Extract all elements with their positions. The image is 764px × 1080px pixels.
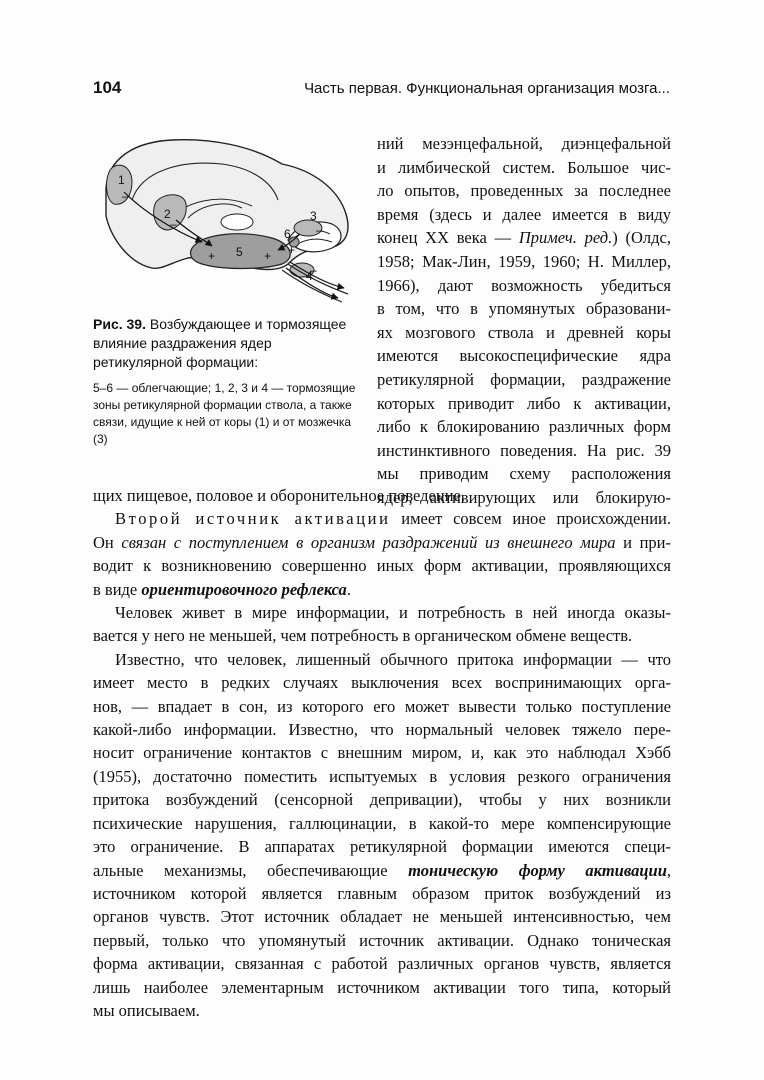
text-line: носит ограничение контактов с внешним миром, и, как это наблюдал Хэбб: [93, 743, 671, 763]
running-title: Часть первая. Функциональная организация мозга...: [304, 80, 670, 97]
text-line: либо к блокированию различных форм: [377, 417, 671, 437]
text-line: которых приводит либо к активации,: [377, 393, 671, 413]
text-line: источником которой является главным образом приток возбуждений из: [93, 883, 671, 903]
text-line: конец XX века — Примеч. ред.) (Олдс,: [377, 228, 672, 248]
sign-plus: +: [264, 249, 272, 263]
caption-label: Рис. 39.: [93, 316, 146, 332]
thalamus: [221, 214, 253, 230]
caption-title: [93, 315, 361, 372]
text-line: это ограничение. В аппаратах ретикулярной формации имеются специ-: [93, 837, 671, 857]
sign-minus: –: [170, 217, 177, 231]
text-line: ях мозгового ствола и древней коры: [377, 322, 671, 342]
label-2: 2: [164, 207, 171, 221]
text-line: имеются высокоспецифические ядра: [377, 346, 671, 366]
main-text: [93, 484, 671, 1022]
caption-notes: 5–6 — облегчающие; 1, 2, 3 и 4 — тормозящие зоны ретикулярной формации ствола, а также связи, идущие к ней от коры (1) и от мозжечка (3): [93, 381, 356, 446]
page-number: 104: [93, 78, 122, 97]
text-line: и лимбической систем. Большое чис-: [377, 157, 671, 177]
text-line: имеет место в редких случаях выключения всех воспринимающих орга-: [93, 673, 671, 693]
text-line: 1966), дают возможность убедиться: [377, 275, 671, 295]
text-line: мы описываем.: [93, 1000, 200, 1020]
text-line: органов чувств. Этот источник обладает не меньшей интенсивностью, чем: [93, 907, 671, 927]
text-line: Человек живет в мире информации, и потребность в ней иногда оказы-: [115, 603, 671, 623]
editor-note: Примеч. ред.: [518, 228, 613, 248]
text-line: мы приводим схему расположения: [377, 464, 671, 484]
sign-plus: +: [208, 249, 216, 263]
text-line: Известно, что человек, лишенный обычного притока информации — что: [115, 649, 671, 669]
text-line: форма активации, связанная с работой различных органов чувств, является: [93, 954, 671, 974]
text-line: психические нарушения, галлюцинации, в какой-то мере компенсирующие: [93, 813, 671, 833]
text-line: альные механизмы, обеспечивающие тоническую форму активации,: [93, 860, 672, 880]
text-line: ло опытов, проведенных за последнее: [377, 181, 671, 201]
text-line: в том, что в упомянутых образовани-: [377, 299, 671, 319]
paragraph-end-line: щих пищевое, половое и оборонительное поведение.: [93, 486, 465, 505]
bold-italic-phrase: тоническую форму активации: [408, 860, 667, 880]
text-line: инстинктивного поведения. На рис. 39: [377, 440, 671, 460]
text-line: (1955), достаточно поместить испытуемых в условия резкого ограничения: [93, 766, 671, 786]
sign-minus: –: [310, 263, 317, 277]
italic-phrase: связан с поступлением в организм раздражений из внешнего мира: [121, 532, 616, 552]
text-line: первый, только что упомянутый источник активации. Однако тоническая: [93, 930, 671, 950]
text-line: время (здесь и далее имеется в виду: [377, 204, 671, 224]
caption-title-text: Возбуждающее и тормозящее влияние раздражения ядер ретикулярной формации:: [93, 316, 347, 370]
label-5: 5: [236, 245, 243, 259]
sign-plus: +: [288, 243, 296, 257]
text-line: нов, — впадает в сон, из которого его может вывести только поступление: [93, 696, 671, 716]
brain-diagram: [92, 130, 362, 320]
text-line: 1958; Мак-Лин, 1959, 1960; Н. Миллер,: [377, 251, 671, 271]
text-line: какой-либо информации. Известно, что нормальный человек тяжело пере-: [93, 720, 671, 740]
figure-caption: [93, 315, 361, 448]
side-column-text: [377, 132, 671, 510]
text-line: в виде ориентировочного рефлекса.: [93, 579, 351, 599]
bold-italic-phrase: ориентировочного рефлекса: [141, 579, 347, 599]
text-line: водит к возникновению совершенно иных форм активации, проявляющихся: [93, 556, 671, 576]
label-1: 1: [118, 173, 125, 187]
text-line: вается у него не меньшей, чем потребность в органическом обмене веществ.: [93, 626, 633, 646]
text-line: Он связан с поступлением в организм раздражений из внешнего мира и при-: [93, 532, 671, 552]
text-line: Второй источник активации имеет совсем иное происхождении.: [115, 509, 671, 529]
label-6: 6: [284, 227, 291, 241]
sign-minus: –: [316, 223, 323, 237]
text-line: ретикулярной формации, раздражение: [377, 369, 671, 389]
label-3: 3: [310, 209, 317, 223]
text-line: притока возбуждений (сенсорной депривации), чтобы у них возникли: [93, 790, 671, 810]
text-line: лишь наиболее элементарным источником активации того типа, который: [93, 977, 671, 997]
spaced-phrase: Второй источник активации: [115, 509, 391, 529]
text-line: ядер, активирующих или блокирую-: [377, 487, 671, 507]
sign-minus: –: [122, 189, 129, 203]
text-line: ний мезэнцефальной, диэнцефальной: [377, 134, 671, 153]
label-4: 4: [306, 269, 313, 283]
